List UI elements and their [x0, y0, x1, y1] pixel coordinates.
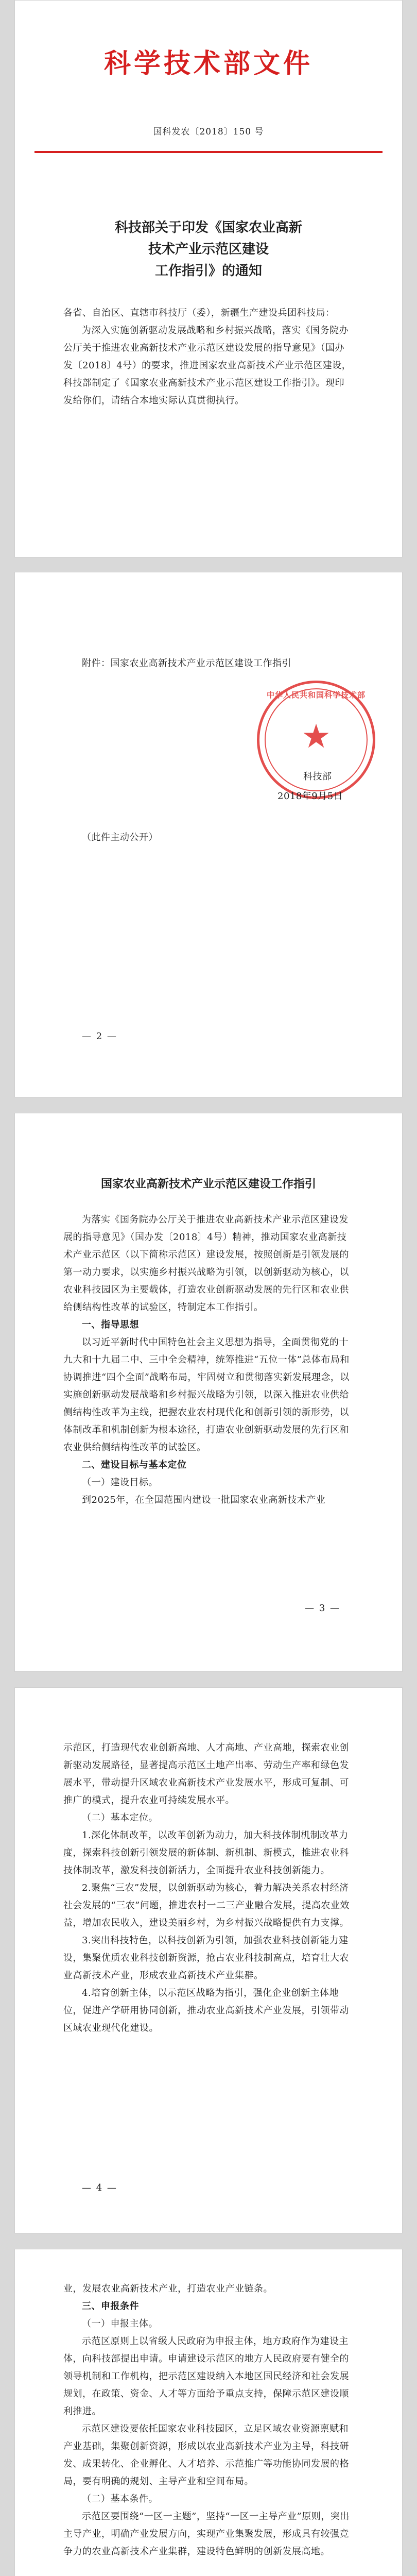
notice-body: 为深入实施创新驱动发展战略和乡村振兴战略，落实《国务院办公厅关于推进农业高新技术产业示范区建设发展的指导意见》（国办发〔2018〕4号）的要求，推进国家农业高新技术产业示范区建设，科技部制定了《国家农业高新技术产业示范区建设工作指引》。现印发给你们，请结合本地实际认真贯彻执行。	[63, 325, 352, 406]
section-1-body: 以习近平新时代中国特色社会主义思想为指导，全面贯彻党的十九大和十九届二中、三中全会精神，统筹推进“五位一体”总体布局和协调推进“四个全面”战略布局，牢固树立和贯彻落实新发展理念，以实施创新驱动发展战略和乡村振兴战略为引领，以深入推进农业供给侧结构性改革为主线，把握农业农村现代化和创新引领的新形势，以体制改革和机制创新为根本途径，打造农业创新驱动发展的先行区和农业供给侧结构性改革的试验区。	[63, 1337, 350, 1453]
section-heading-1: 一、指导思想	[82, 1319, 139, 1330]
document-page-4	[14, 1687, 403, 2233]
red-divider-line	[34, 151, 383, 153]
page-number: — 3 —	[305, 1603, 340, 1614]
attachment-line: 附件：国家农业高新技术产业示范区建设工作指引	[82, 658, 291, 669]
document-page-5	[14, 2249, 403, 2576]
document-page-1	[14, 0, 403, 557]
intro-paragraph: 为落实《国务院办公厅关于推进农业高新技术产业示范区建设发展的指导意见》（国办发〔2018〕4号）精神，推动国家农业高新技术产业示范区（以下简称示范区）建设发展，按照创新是引领发展的第一动力要求，以实施乡村振兴战略为引领，以创新驱动为核心，以农业科技园区为主要载体，打造农业创新驱动发展的先行区和农业供给侧结构性改革的试验区，特制定本工作指引。	[63, 1214, 349, 1313]
seal-star-icon: ★	[301, 718, 331, 756]
title-line-1: 科技部关于印发《国家农业高新	[114, 220, 302, 235]
subheading-applicant: （一）申报主体。	[82, 2318, 158, 2329]
title-line-2: 技术产业示范区建设	[148, 242, 269, 257]
section-heading-3: 三、申报条件	[82, 2301, 139, 2312]
positioning-item-3: 3.突出科技特色，以科技创新为引领，加强农业科技创新能力建设，集聚优质农业科技创新资源，抢占农业科技制高点，培育壮大农业高新技术产业，形成农业高新技术产业集群。	[63, 1935, 349, 1981]
applicant-paragraph-1: 示范区原则上以省级人民政府为申报主体，地方政府作为建设主体，向科技部提出申请。申请建设示范区的地方人民政府要有健全的领导机制和工作机构，把示范区建设纳入本地区国民经济和社会发展规划，在政策、资金、人才等方面给予重点支持，保障示范区建设顺利推进。	[63, 2336, 349, 2417]
section-2-body: 到2025年，在全国范围内建设一批国家农业高新技术产业	[82, 1495, 326, 1505]
signature-date: 2018年9月5日	[277, 791, 343, 802]
page-number: — 4 —	[82, 2182, 117, 2193]
section-2-subheading: （一）建设目标。	[82, 1477, 158, 1488]
seal-text: 中华人民共和国科学技术部	[266, 690, 366, 700]
title-line-3: 工作指引》的通知	[154, 263, 262, 279]
document-number: 国科发农〔2018〕150 号	[153, 127, 264, 137]
subheading-positioning: （二）基本定位。	[82, 1812, 158, 1823]
document-page-3	[14, 1113, 403, 1672]
paragraph-continued: 示范区，打造现代农业创新高地、人才高地、产业高地，探索农业创新驱动发展路径，显著提高示范区土地产出率、劳动生产率和绿色发展水平，带动提升区域农业高新技术产业发展水平，形成可复制、可推广的模式，提升农业可持续发展水平。	[63, 1742, 349, 1806]
paragraph-continued: 业，发展农业高新技术产业，打造农业产业链条。	[63, 2283, 273, 2294]
positioning-item-2: 2.聚焦“三农”发展，以创新驱动为核心，着力解决关系农村经济社会发展的“三农”问题，推进农村一二三产业融合发展，提高农业效益，增加农民收入，建设美丽乡村，为乡村振兴战略提供有力支撑。	[63, 1883, 350, 1928]
page-number: — 2 —	[82, 1031, 117, 1042]
guideline-title: 国家农业高新技术产业示范区建设工作指引	[100, 1178, 316, 1191]
publication-note: （此件主动公开）	[82, 832, 158, 843]
positioning-item-4: 4.培育创新主体，以示范区战略为指引，强化企业创新主体地位，促进产学研用协同创新，推动农业高新技术产业发展，引领带动区域农业现代化建设。	[63, 1988, 349, 2033]
applicant-paragraph-2: 示范区建设要依托国家农业科技园区，立足区域农业资源禀赋和产业基础，集聚创新资源，形成以农业高新技术产业为主导，科技研发、成果转化、企业孵化、人才培养、示范推广等功能协同发展的格局，要有明确的规划、主导产业和空间布局。	[63, 2424, 349, 2487]
section-heading-2: 二、建设目标与基本定位	[82, 1460, 187, 1470]
positioning-item-1: 1.深化体制改革，以改革创新为动力，加大科技体制机制改革力度，探索科技创新引领发展的新体制、新机制、新模式，推进农业科技体制改革，激发科技创新活力，全面提升农业科技创新能力。	[63, 1830, 349, 1876]
document-title	[46, 217, 371, 282]
subheading-conditions: （二）基本条件。	[82, 2494, 158, 2504]
recipients-line: 各省、自治区、直辖市科技厅（委），新疆生产建设兵团科技局：	[63, 308, 335, 318]
signature: 科技部	[303, 771, 332, 782]
conditions-paragraph-1: 示范区要围绕“一区一主题”，坚持“一区一主导产业”原则，突出主导产业，明确产业发展方向，实现产业集聚发展，形成具有较强竞争力的农业高新技术产业集群，建设特色鲜明的创新发展高地。	[63, 2511, 350, 2557]
document-page-2	[14, 572, 403, 1097]
document-masthead: 科学技术部文件	[103, 48, 313, 79]
